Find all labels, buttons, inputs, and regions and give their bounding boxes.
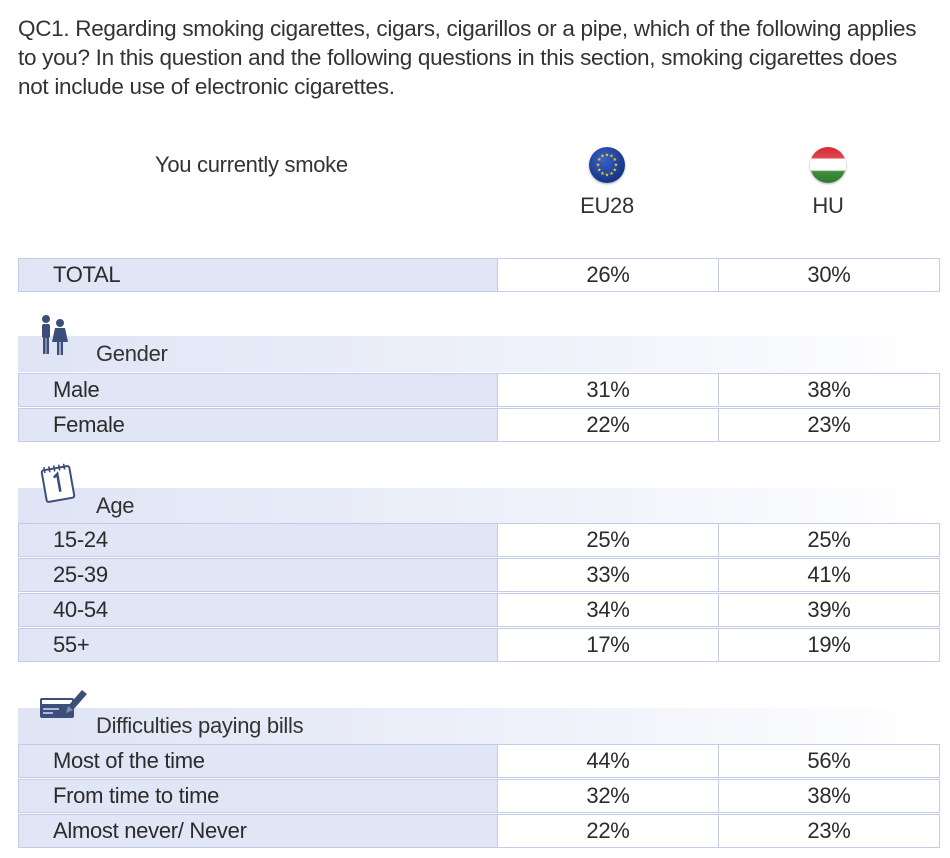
row-label: 25-39 [18, 558, 498, 592]
row-label: 40-54 [18, 593, 498, 627]
row-label: From time to time [18, 779, 498, 813]
calendar-icon [38, 462, 80, 511]
table-row [18, 558, 940, 592]
question-line: to you? In this question and the following questions in this section, smoking cigarettes does [18, 45, 897, 70]
table-row [18, 628, 940, 662]
column-header-eu28 [567, 147, 647, 219]
section-band-age [18, 488, 940, 524]
value-eu28: 32% [498, 779, 719, 813]
section-title-bills: Difficulties paying bills [96, 713, 304, 738]
value-eu28: 44% [498, 744, 719, 778]
value-hu: 41% [719, 558, 940, 592]
svg-text:★: ★ [612, 157, 618, 163]
value-eu28: 22% [498, 814, 719, 848]
value-hu: 56% [719, 744, 940, 778]
people-icon [38, 314, 70, 363]
value-eu28: 25% [498, 523, 719, 557]
table-row [18, 373, 940, 407]
row-label: TOTAL [18, 258, 498, 292]
table-row [18, 744, 940, 778]
question-line: not include use of electronic cigarettes. [18, 74, 395, 99]
svg-text:★: ★ [609, 171, 614, 177]
value-hu: 39% [719, 593, 940, 627]
question-text [18, 14, 938, 101]
row-label: Almost never/ Never [18, 814, 498, 848]
question-line: QC1. Regarding smoking cigarettes, cigars, cigarillos or a pipe, which of the following applies [18, 16, 917, 41]
row-label: Male [18, 373, 498, 407]
row-label: Most of the time [18, 744, 498, 778]
value-eu28: 31% [498, 373, 719, 407]
table-header-label: You currently smoke [155, 152, 348, 177]
section-title-age: Age [96, 493, 135, 518]
svg-text:★: ★ [604, 152, 610, 159]
svg-text:★: ★ [604, 172, 610, 179]
svg-text:★: ★ [596, 157, 602, 163]
table-row [18, 593, 940, 627]
svg-text:★: ★ [600, 153, 605, 160]
value-hu: 23% [719, 408, 940, 442]
value-hu: 19% [719, 628, 940, 662]
eu-flag-icon [589, 147, 625, 183]
svg-text:★: ★ [595, 162, 601, 169]
section-title-gender: Gender [96, 341, 168, 366]
svg-text:★: ★ [612, 167, 618, 174]
value-eu28: 17% [498, 628, 719, 662]
table-row [18, 779, 940, 813]
value-hu: 23% [719, 814, 940, 848]
column-code: EU28 [580, 193, 634, 218]
table-row [18, 814, 940, 848]
value-hu: 38% [719, 373, 940, 407]
svg-text:★: ★ [609, 153, 614, 160]
row-label: Female [18, 408, 498, 442]
value-hu: 38% [719, 779, 940, 813]
value-eu28: 33% [498, 558, 719, 592]
column-code: HU [812, 193, 844, 218]
value-eu28: 34% [498, 593, 719, 627]
table-row-total [18, 258, 940, 292]
value-hu: 30% [719, 258, 940, 292]
table-row [18, 523, 940, 557]
value-hu: 25% [719, 523, 940, 557]
table-row [18, 408, 940, 442]
svg-text:★: ★ [596, 167, 602, 174]
svg-text:★: ★ [600, 171, 605, 177]
row-label: 55+ [18, 628, 498, 662]
column-header-hu [788, 147, 868, 219]
payment-card-icon [38, 684, 90, 725]
svg-text:★: ★ [613, 162, 619, 169]
value-eu28: 22% [498, 408, 719, 442]
value-eu28: 26% [498, 258, 719, 292]
hungary-flag-icon [810, 147, 846, 183]
row-label: 15-24 [18, 523, 498, 557]
